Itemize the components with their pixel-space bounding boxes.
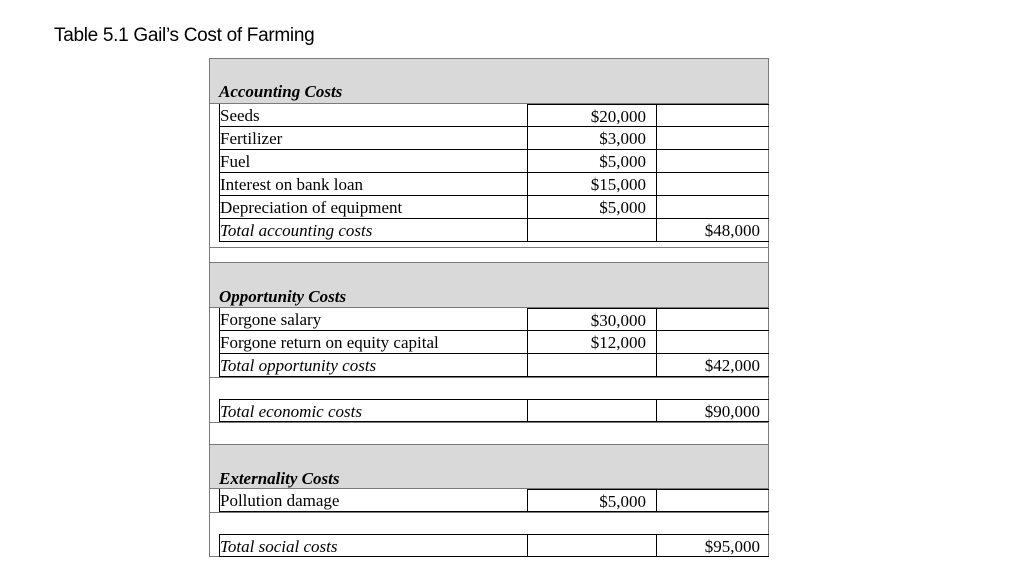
cost-table bbox=[209, 58, 769, 557]
table-row bbox=[210, 150, 768, 173]
row-amount: $15,000 bbox=[527, 173, 657, 196]
accounting-heading: Accounting Costs bbox=[219, 82, 343, 101]
accounting-section-header bbox=[210, 59, 768, 104]
row-total bbox=[657, 489, 769, 512]
row-total bbox=[657, 104, 769, 127]
table-row bbox=[210, 173, 768, 196]
row-total bbox=[657, 196, 769, 219]
table-row bbox=[210, 196, 768, 219]
externality-heading: Externality Costs bbox=[219, 469, 340, 488]
row-amount: $12,000 bbox=[527, 331, 657, 354]
row-label: Fertilizer bbox=[219, 127, 527, 150]
opportunity-section-header bbox=[210, 262, 768, 308]
table-row-total bbox=[210, 399, 768, 422]
total-accounting-label: Total accounting costs bbox=[219, 219, 527, 242]
row-amount: $5,000 bbox=[527, 489, 657, 512]
total-accounting-value: $48,000 bbox=[657, 219, 769, 242]
row-amount bbox=[527, 399, 657, 422]
total-opportunity-label: Total opportunity costs bbox=[219, 354, 527, 377]
row-amount: $3,000 bbox=[527, 127, 657, 150]
row-amount: $30,000 bbox=[527, 308, 657, 331]
row-amount: $5,000 bbox=[527, 150, 657, 173]
table-row-total bbox=[210, 354, 768, 377]
total-social-value: $95,000 bbox=[657, 534, 769, 557]
row-total bbox=[657, 127, 769, 150]
row-amount: $20,000 bbox=[527, 104, 657, 127]
spacer-row bbox=[210, 422, 768, 444]
table-row bbox=[210, 489, 768, 512]
row-total bbox=[657, 331, 769, 354]
table-row-total bbox=[210, 219, 768, 242]
table-row bbox=[210, 331, 768, 354]
spacer-row bbox=[210, 247, 768, 262]
spacer-row bbox=[210, 377, 768, 399]
table-row bbox=[210, 104, 768, 127]
table-row bbox=[210, 127, 768, 150]
externality-section-header bbox=[210, 444, 768, 489]
total-social-label: Total social costs bbox=[219, 534, 527, 557]
table-row-total bbox=[210, 534, 768, 557]
row-label: Depreciation of equipment bbox=[219, 196, 527, 219]
total-economic-label: Total economic costs bbox=[219, 399, 527, 422]
row-label: Pollution damage bbox=[219, 489, 527, 512]
row-amount: $5,000 bbox=[527, 196, 657, 219]
row-label: Seeds bbox=[219, 104, 527, 127]
opportunity-heading: Opportunity Costs bbox=[219, 287, 347, 306]
row-label: Interest on bank loan bbox=[219, 173, 527, 196]
table-caption: Table 5.1 Gail’s Cost of Farming bbox=[54, 25, 315, 46]
total-opportunity-value: $42,000 bbox=[657, 354, 769, 377]
row-total bbox=[657, 173, 769, 196]
total-economic-value: $90,000 bbox=[657, 399, 769, 422]
row-total bbox=[657, 150, 769, 173]
row-total bbox=[657, 308, 769, 331]
row-label: Forgone return on equity capital bbox=[219, 331, 527, 354]
row-label: Forgone salary bbox=[219, 308, 527, 331]
table-row bbox=[210, 308, 768, 331]
spacer-row bbox=[210, 512, 768, 534]
row-amount bbox=[527, 534, 657, 557]
row-amount bbox=[527, 219, 657, 242]
row-amount bbox=[527, 354, 657, 377]
row-label: Fuel bbox=[219, 150, 527, 173]
